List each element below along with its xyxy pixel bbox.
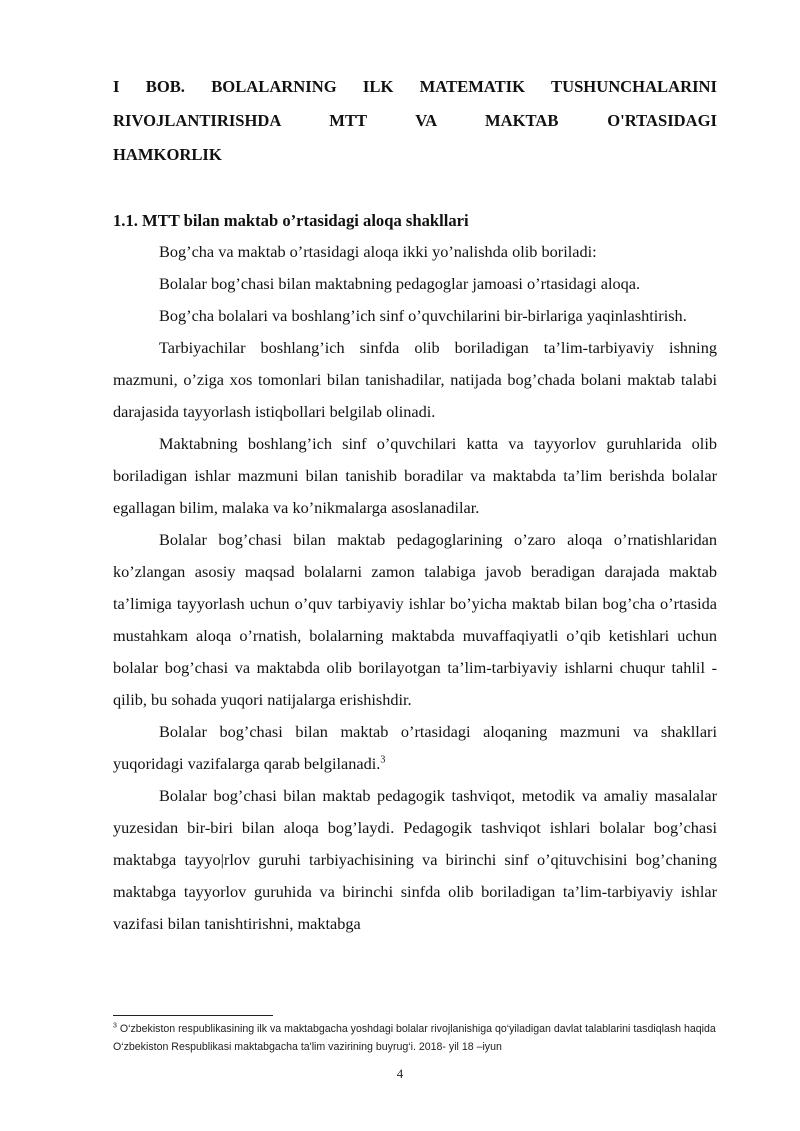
chapter-title bbox=[113, 70, 717, 172]
paragraph: Bolalar bog’chasi bilan maktabning pedagoglar jamoasi o’rtasidagi aloqa. bbox=[159, 274, 641, 293]
footnote-number: 3 bbox=[113, 1022, 117, 1030]
paragraph: Bolalar bog’chasi bilan maktab pedagoglarining o’zaro aloqa o’rnatishlaridan ko’zlangan asosiy maqsad bolalarni zamon talabiga javob beradigan darajada maktab ta’limiga tayyorlash uchun o’quv tarbiyaviy ishlar bo’yicha maktab bilan bog’cha o’rtasida mustahkam aloqa o’rnatish, bolalarning maktabda muvaffaqiyatli o’qib ketishlari uchun bolalar bog’chasi va maktabda olib borilayotgan ta’lim-tarbiyaviy ishlarni chuqur tahlil -qilib, bu sohada yuqori natijalarga erishishdir. bbox=[113, 530, 717, 709]
footnote-text: O‘zbekiston respublikasining ilk va maktabgacha yoshdagi bolalar rivojlanishiga qo‘yiladigan davlat talablarini tasdiqlash haqida O‘zbekiston Respublikasi maktabgacha ta'lim vazirining buyrug‘i. 2018- yil 18 –iyun bbox=[113, 1023, 716, 1053]
page-number: 4 bbox=[396, 1066, 404, 1081]
paragraph: Tarbiyachilar boshlang’ich sinfda olib boriladigan ta’lim-tarbiyaviy ishning mazmuni, o’ziga xos tomonlari bilan tanishadilar, natijada bog’chada bolani maktab talabi darajasida tayyorlash istiqbollari belgilab olinadi. bbox=[113, 338, 717, 421]
chapter-title-line-1: I BOB. BOLALARNING ILK MATEMATIK TUSHUNCHALARINI bbox=[113, 77, 717, 96]
footnote bbox=[113, 1020, 717, 1056]
paragraph: Maktabning boshlang’ich sinf o’quvchilari katta va tayyorlov guruhlarida olib boriladigan ishlar mazmuni bilan tanishib boradilar va maktabda ta’lim berishda bolalar egallagan bilim, malaka va ko’nikmalarga asoslanadilar. bbox=[113, 434, 717, 517]
paragraph-text: Bolalar bog’chasi bilan maktab o’rtasidagi aloqaning mazmuni va shakllari yuqoridagi vazifalarga qarab belgilanadi. bbox=[113, 722, 717, 773]
paragraph: Bog’cha bolalari va boshlang’ich sinf o’quvchilarini bir-birlariga yaqinlashtirish. bbox=[159, 306, 687, 325]
chapter-title-line-3: HAMKORLIK bbox=[113, 145, 222, 164]
paragraph: Bolalar bog’chasi bilan maktab pedagogik tashviqot, metodik va amaliy masalalar yuzesidan bir-biri bilan aloqa bog’laydi. Pedagogik tashviqot ishlari bolalar bog’chasi maktabga tayyo|rlov guruhi tarbiyachisining va birinchi sinf o’qituvchisini bog’chaning maktabga tayyorlov guruhida va birinchi sinfda olib boriladigan ta’lim-tarbiyaviy ishlar vazifasi bilan tanishtirishni, maktabga bbox=[113, 786, 717, 933]
paragraph-with-footnote bbox=[113, 716, 717, 780]
chapter-title-line-2: RIVOJLANTIRISHDA MTT VA MAKTAB O'RTASIDAGI bbox=[113, 111, 717, 130]
footnote-divider bbox=[113, 1015, 273, 1016]
document-page bbox=[113, 70, 717, 940]
footnote-reference[interactable]: 3 bbox=[380, 754, 386, 766]
paragraph: Bog’cha va maktab o’rtasidagi aloqa ikki yo’nalishda olib boriladi: bbox=[159, 242, 597, 261]
section-title: 1.1. MTT bilan maktab o’rtasidagi aloqa shakllari bbox=[113, 211, 469, 230]
